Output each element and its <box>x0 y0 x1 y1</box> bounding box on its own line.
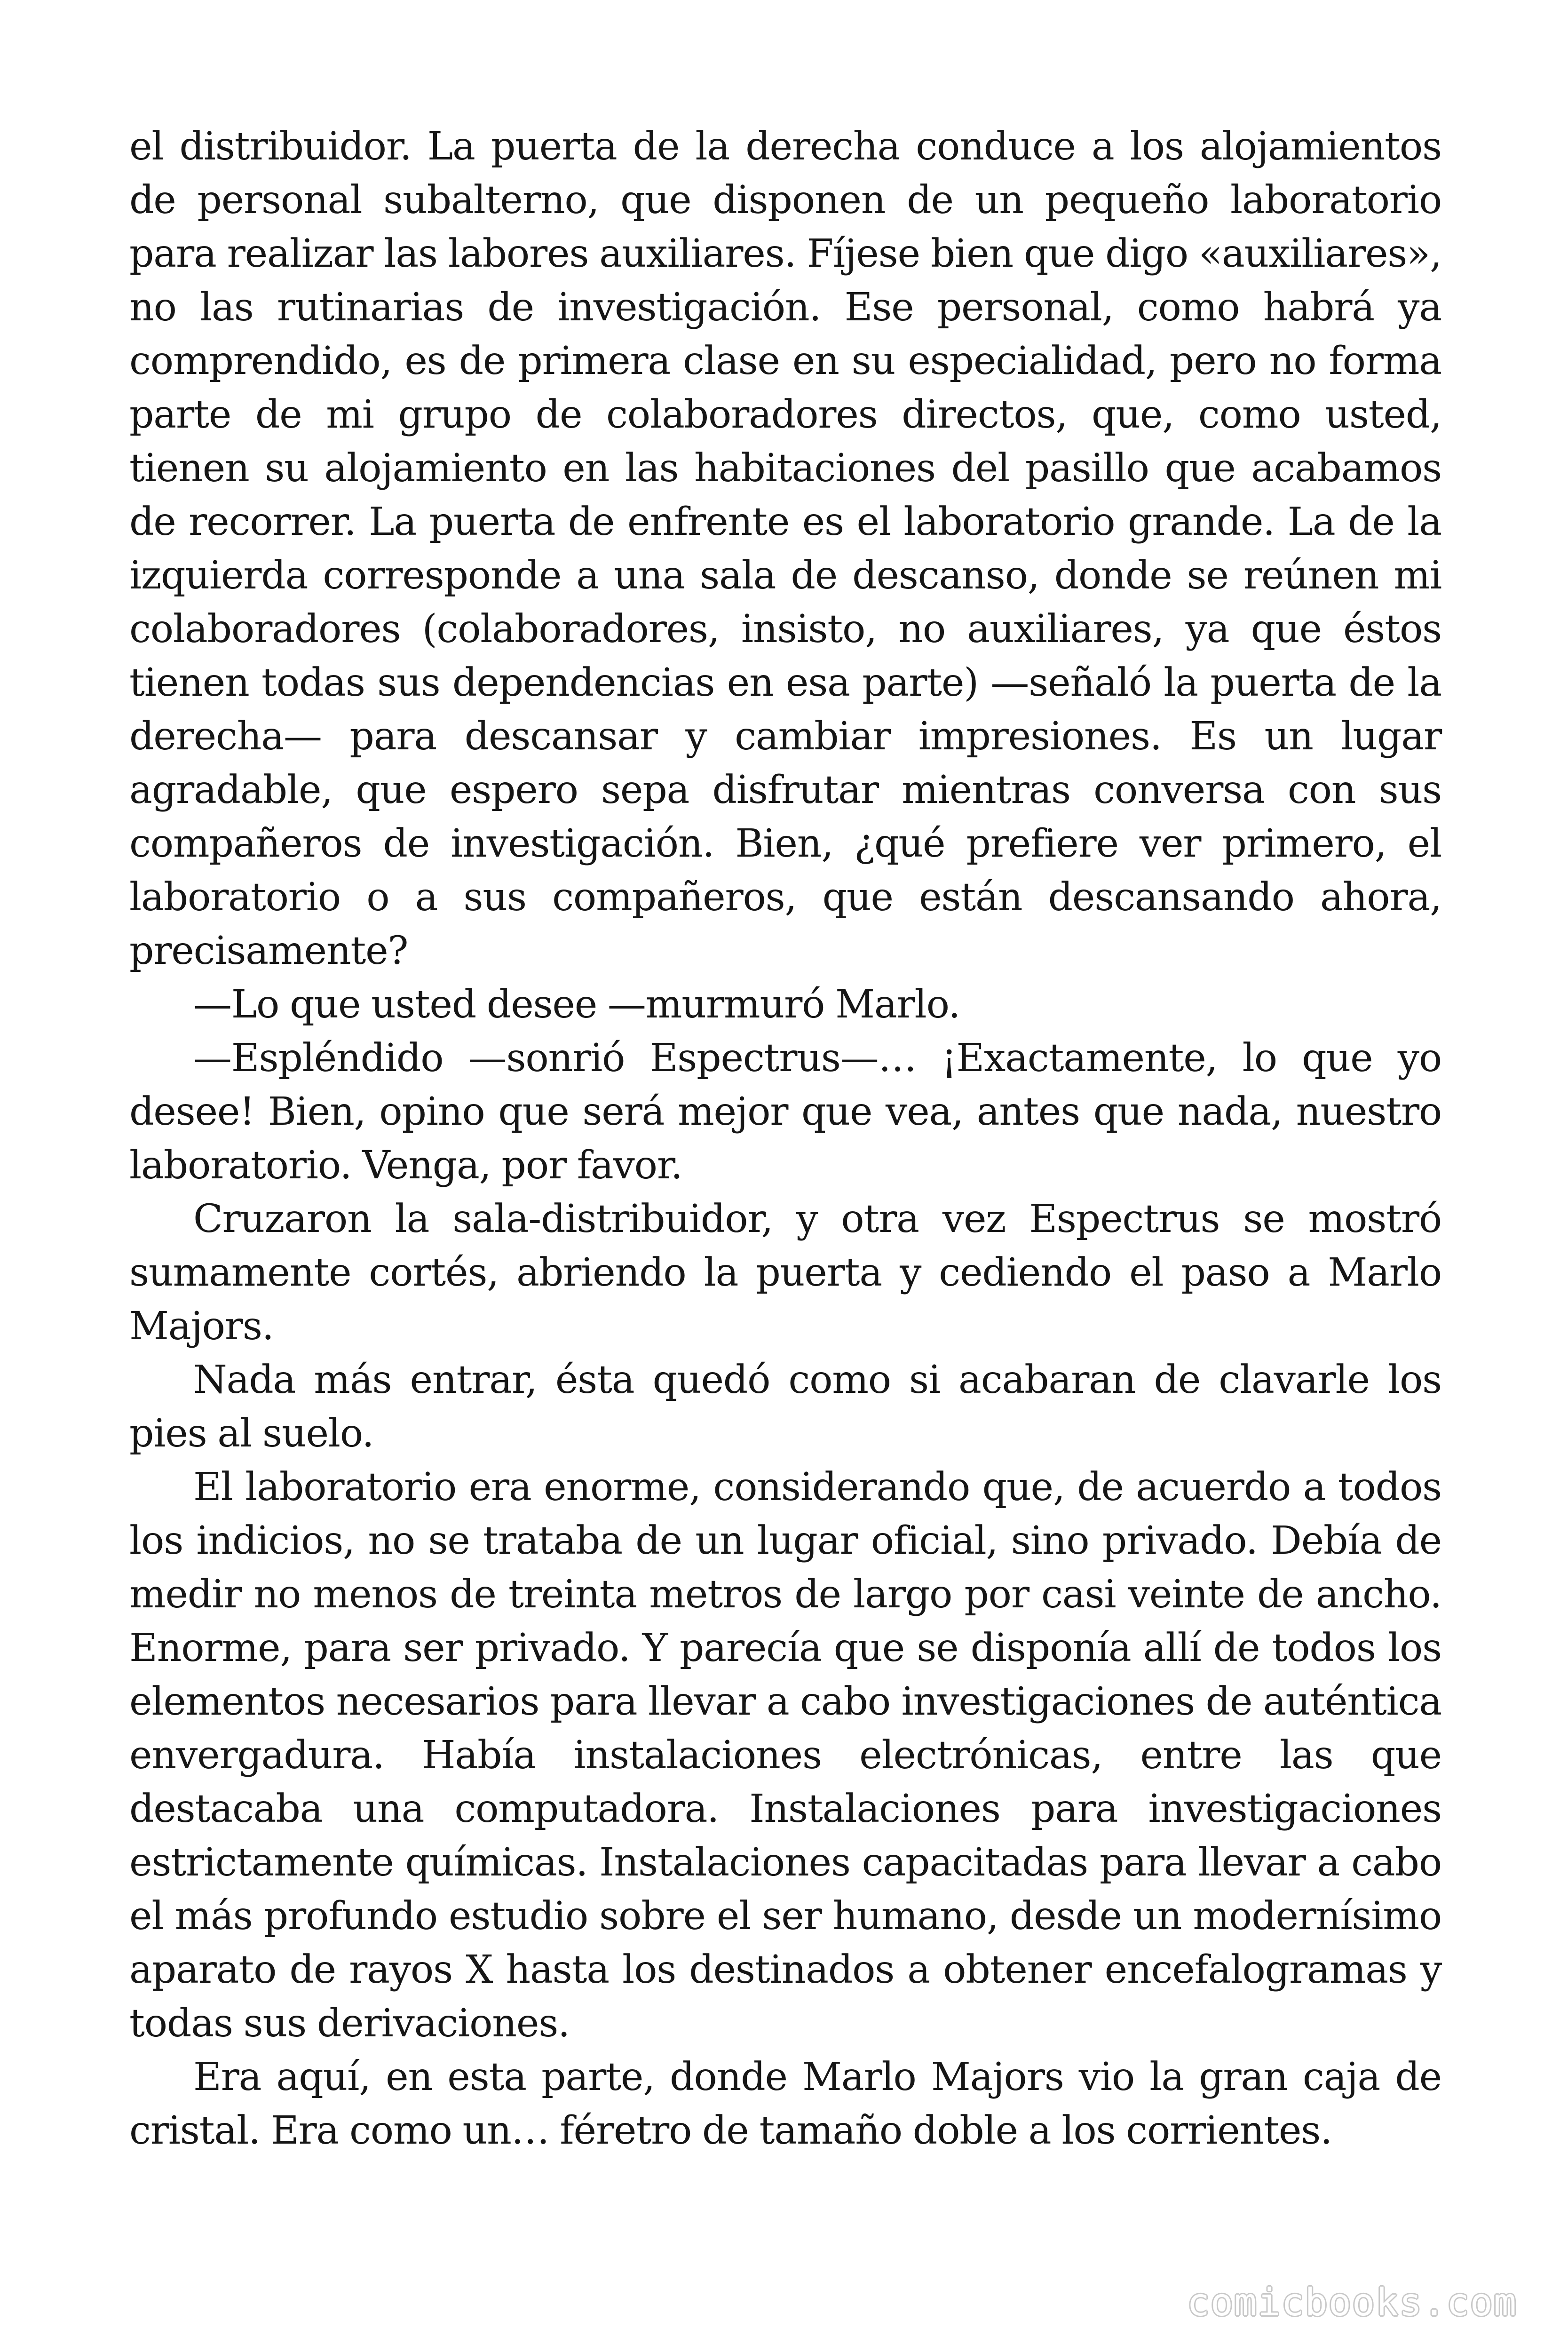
paragraph: —Espléndido —sonrió Espectrus—… ¡Exactamente, lo que yo desee! Bien, opino que será mejor que vea, antes que nada, nuestro laboratorio. Venga, por favor. <box>129 1036 1441 1188</box>
paragraph: El laboratorio era enorme, considerando que, de acuerdo a todos los indicios, no se trataba de un lugar oficial, sino privado. Debía de medir no menos de treinta metros de largo por casi veinte de ancho. Enorme, para ser privado. Y parecía que se disponía allí de todos los elementos necesarios para llevar a cabo investigaciones de auténtica envergadura. Había instalaciones electrónicas, entre las que destacaba una computadora. Instalaciones para investigaciones estrictamente químicas. Instalaciones capacitadas para llevar a cabo el más profundo estudio sobre el ser humano, desde un modernísimo aparato de rayos X hasta los destinados a obtener encefalogramas y todas sus derivaciones. <box>129 1465 1441 2046</box>
watermark: comicbooks.com <box>1187 2280 1517 2324</box>
paragraph: Cruzaron la sala-distribuidor, y otra vez Espectrus se mostró sumamente cortés, abriendo la puerta y cediendo el paso a Marlo Majors. <box>129 1197 1441 1349</box>
paragraph: el distribuidor. La puerta de la derecha conduce a los alojamientos de personal subalterno, que disponen de un pequeño laboratorio para realizar las labores auxiliares. Fíjese bien que digo «auxiliares», no las rutinarias de investigación. Ese personal, como habrá ya comprendido, es de primera clase en su especialidad, pero no forma parte de mi grupo de colaboradores directos, que, como usted, tienen su alojamiento en las habitaciones del pasillo que acabamos de recorrer. La puerta de enfrente es el laboratorio grande. La de la izquierda corresponde a una sala de descanso, donde se reúnen mi colaboradores (colaboradores, insisto, no auxiliares, ya que éstos tienen todas sus dependencias en esa parte) —señaló la puerta de la derecha— para descansar y cambiar impresiones. Es un lugar agradable, que espero sepa disfrutar mientras conversa con sus compañeros de investigación. Bien, ¿qué prefiere ver primero, el laboratorio o a sus compañeros, que están descansando ahora, precisamente? <box>129 124 1441 973</box>
paragraph: —Lo que usted desee —murmuró Marlo. <box>193 982 960 1027</box>
body-text <box>129 120 1441 2158</box>
paragraph: Era aquí, en esta parte, donde Marlo Majors vio la gran caja de cristal. Era como un… féretro de tamaño doble a los corrientes. <box>129 2055 1441 2153</box>
paragraph: Nada más entrar, ésta quedó como si acabaran de clavarle los pies al suelo. <box>129 1358 1441 1456</box>
